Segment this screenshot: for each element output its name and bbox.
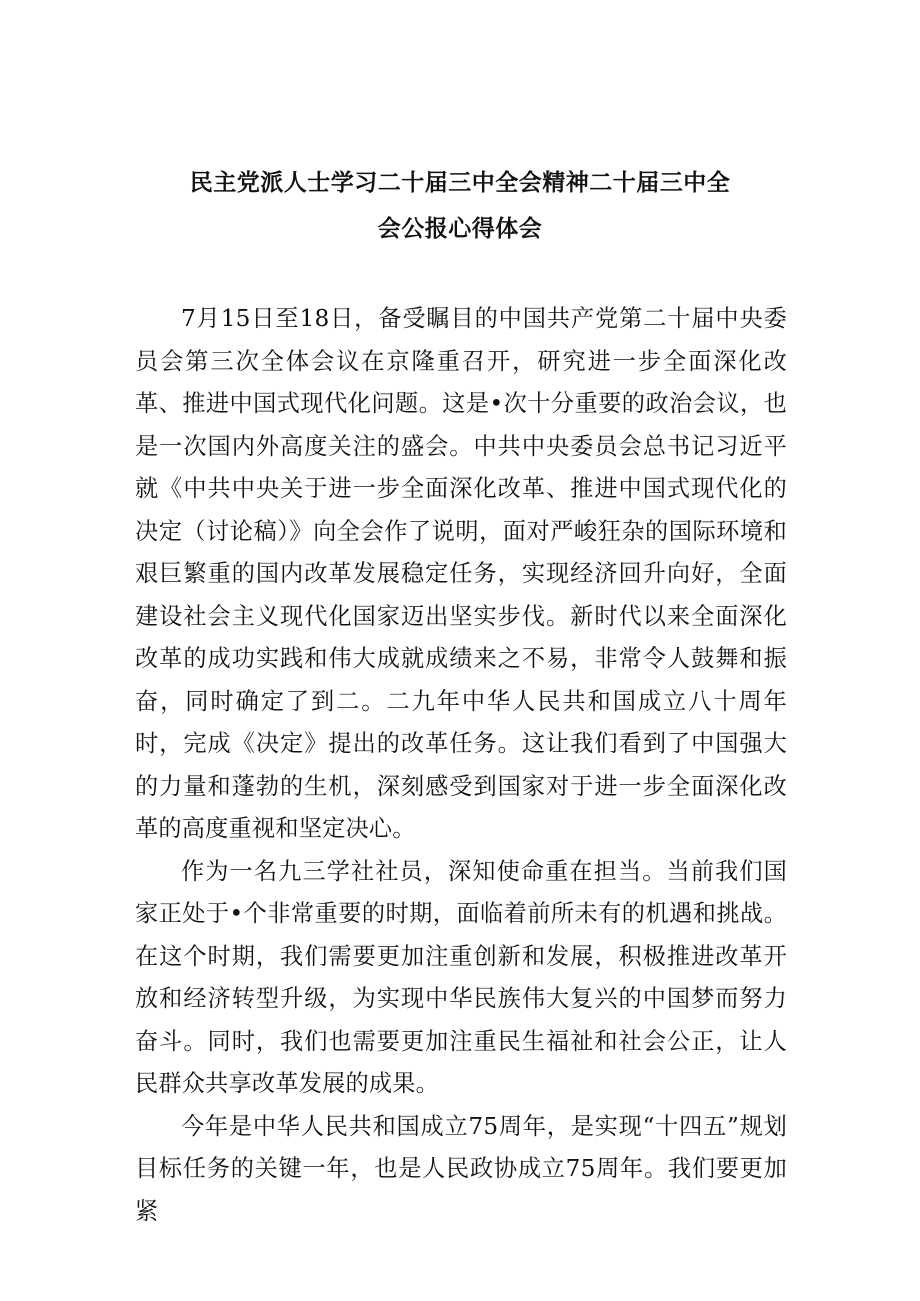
- document-title: [135, 160, 785, 252]
- title-line-2: 会公报心得体会: [377, 216, 543, 242]
- title-line-1: 民主党派人士学习二十届三中全会精神二十届三中全: [189, 170, 731, 196]
- paragraph-3: 今年是中华人民共和国成立75周年，是实现“十四五”规划目标任务的关键一年，也是人民政协成立75周年。我们要更加紧: [135, 1112, 787, 1225]
- paragraph-1: 7月15日至18日，备受瞩目的中国共产党第二十届中央委员会第三次全体会议在京隆重召开，研究进一步全面深化改革、推进中国式现代化问题。这是•次十分重要的政治会议，也是一次国内外高度关注的盛会。中共中央委员会总书记习近平就《中共中央关于进一步全面深化改革、推进中国式现代化的决定（讨论稿）》向全会作了说明，面对严峻狂杂的国际环境和艰巨繁重的国内改革发展稳定任务，实现经济回升向好，全面建设社会主义现代化国家迈出坚实步伐。新时代以来全面深化改革的成功实践和伟大成就成绩来之不易，非常令人鼓舞和振奋，同时确定了到二。二九年中华人民共和国成立八十周年时，完成《决定》提出的改革任务。这让我们看到了中国强大的力量和蓬勃的生机，深刻感受到国家对于进一步全面深化改革的高度重视和坚定决心。: [135, 305, 787, 842]
- document-body: [135, 298, 787, 1233]
- paragraph-2: 作为一名九三学社社员，深知使命重在担当。当前我们国家正处于•个非常重要的时期，面临着前所未有的机遇和挑战。在这个时期，我们需要更加注重创新和发展，积极推进改革开放和经济转型升级，为实现中华民族伟大复兴的中国梦而努力奋斗。同时，我们也需要更加注重民生福祉和社会公正，让人民群众共享改革发展的成果。: [135, 857, 787, 1097]
